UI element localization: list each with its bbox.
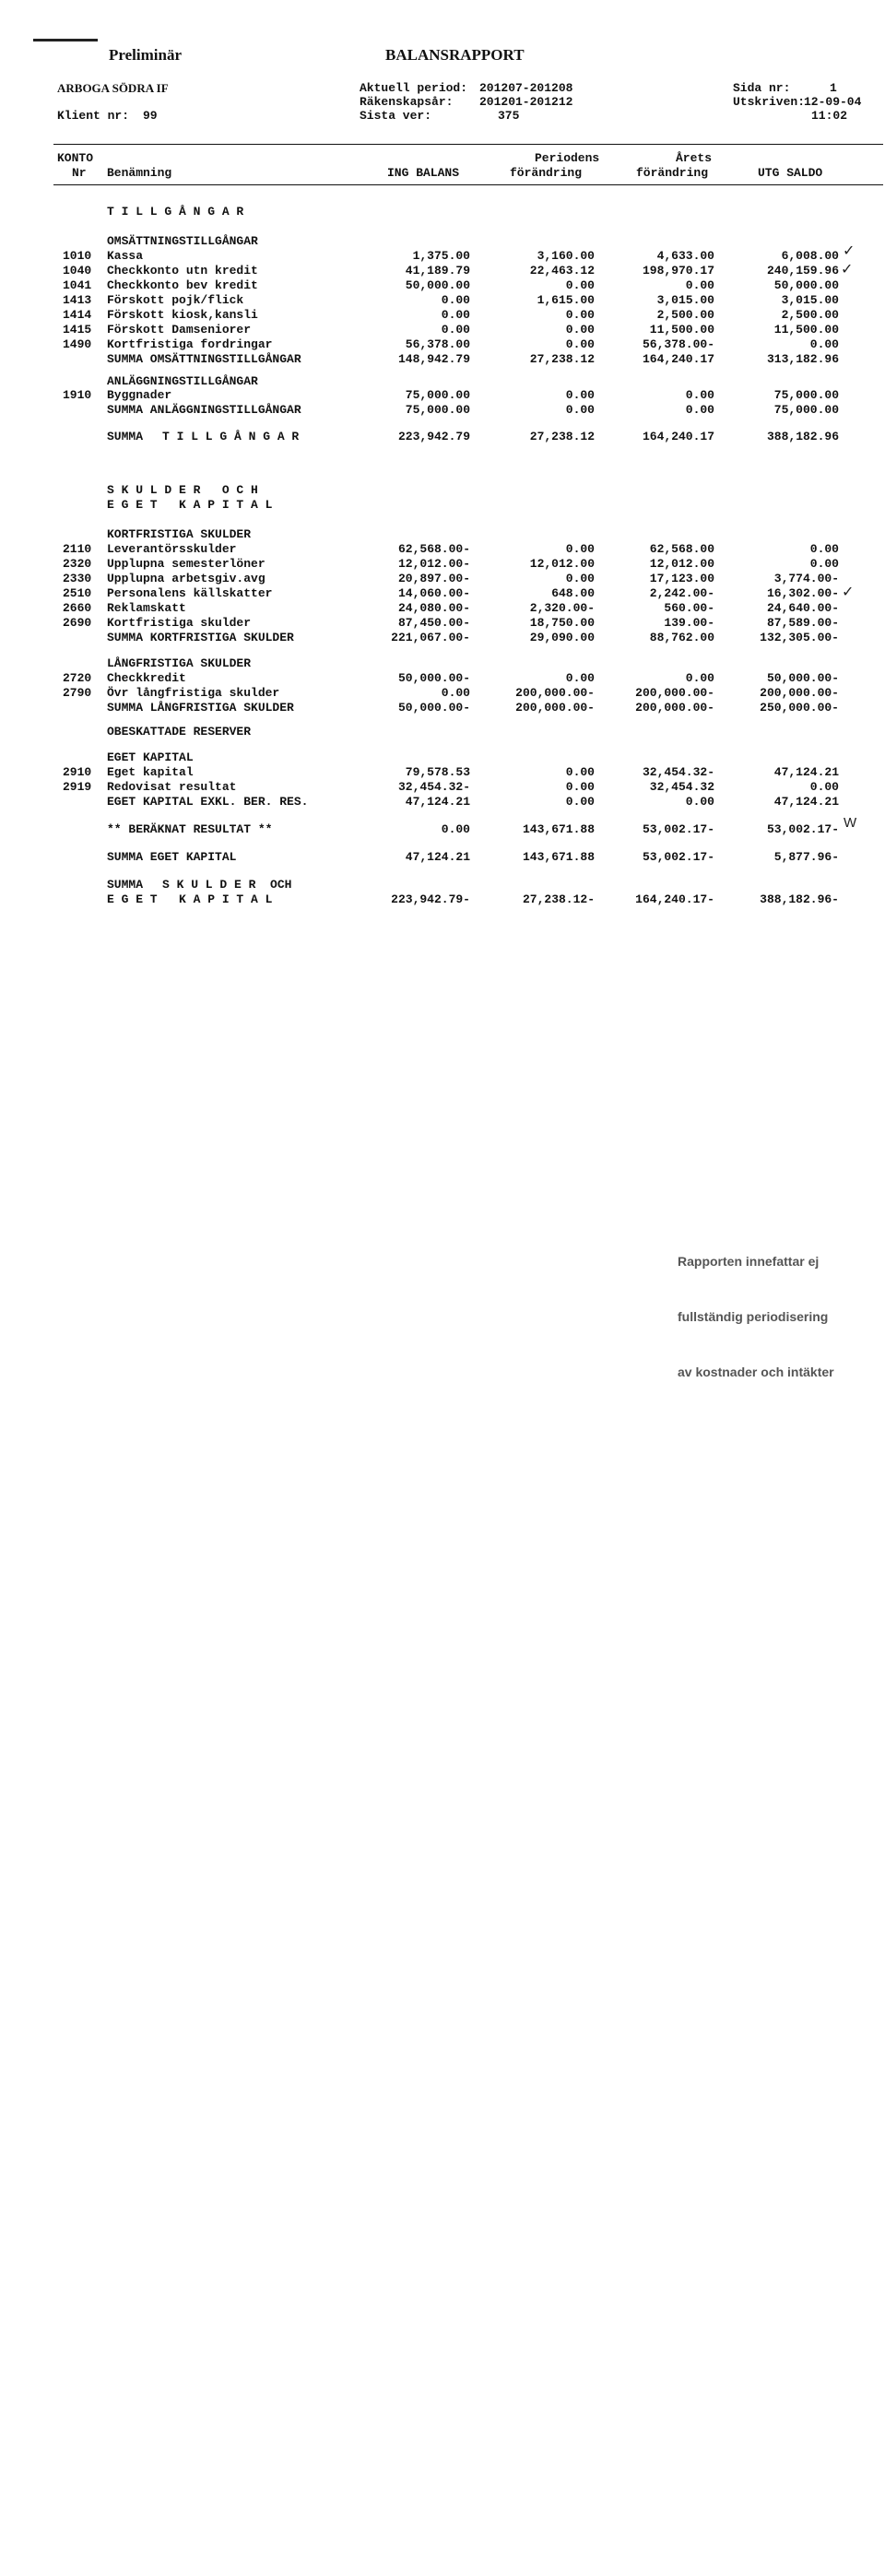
utg-saldo: 3,774.00-	[773, 572, 839, 585]
section-skulder-2: E G E T K A P I T A L	[107, 498, 273, 512]
utg-saldo: 47,124.21	[773, 765, 839, 779]
utg-saldo: 50,000.00-	[766, 671, 839, 685]
printed-date: 12-09-04	[804, 95, 862, 109]
handwritten-note	[678, 1215, 862, 1418]
ing-balans: 32,454.32-	[397, 780, 470, 794]
period-change: 0.00	[565, 780, 595, 794]
period-change: 0.00	[565, 542, 595, 556]
sum-period-change: 0.00	[565, 403, 595, 417]
account-nr: 1415	[63, 323, 92, 337]
utg-saldo: 3,015.00	[781, 293, 839, 307]
year-change: 3,015.00	[656, 293, 714, 307]
account-nr: 2320	[63, 557, 92, 571]
account-name: Upplupna semesterlöner	[107, 557, 266, 571]
account-name: Personalens källskatter	[107, 586, 273, 600]
utg-saldo: 16,302.00-	[766, 586, 839, 600]
pointer-mark	[33, 39, 98, 41]
col-benamning: Benämning	[107, 166, 172, 180]
fiscal-year-label: Räkenskapsår:	[360, 95, 454, 109]
handwritten-w-mark: W	[844, 815, 857, 831]
ing-balans: 0.00	[441, 686, 470, 700]
header-rule-top	[53, 144, 883, 145]
account-nr: 2919	[63, 780, 92, 794]
printed-label: Utskriven:	[733, 95, 806, 109]
total-label: SUMMA	[107, 430, 144, 443]
account-name: Förskott kiosk,kansli	[107, 308, 258, 322]
sum-utg-saldo: 47,124.21	[773, 795, 839, 809]
utg-saldo: 24,640.00-	[766, 601, 839, 615]
sum-period-change: 27,238.12	[529, 352, 595, 366]
group-kortfristiga: KORTFRISTIGA SKULDER	[107, 527, 252, 541]
account-nr: 1490	[63, 337, 92, 351]
period-change: 648.00	[551, 586, 595, 600]
total-utg-saldo: 388,182.96	[766, 430, 839, 443]
fiscal-year-value: 201201-201212	[479, 95, 573, 109]
period-change: 0.00	[565, 572, 595, 585]
sum-label: SUMMA KORTFRISTIGA SKULDER	[107, 631, 294, 644]
ing-balans: 24,080.00-	[397, 601, 470, 615]
period-label: Aktuell period:	[360, 81, 468, 95]
handwritten-note-line: fullständig periodisering	[678, 1309, 829, 1324]
year-change: 139.00-	[664, 616, 714, 630]
year-change: 200,000.00-	[635, 686, 714, 700]
period-change: 0.00	[565, 278, 595, 292]
year-change: 2,500.00	[656, 308, 714, 322]
sum-ing-balans: 75,000.00	[405, 403, 470, 417]
client-label: Klient nr:	[57, 109, 130, 123]
account-name: Eget kapital	[107, 765, 194, 779]
total-label-spaced-1: S K U L D E R OCH	[162, 878, 292, 892]
period-change: 0.00	[565, 671, 595, 685]
ing-balans: 1,375.00	[412, 249, 470, 263]
account-nr: 2330	[63, 572, 92, 585]
account-nr: 2720	[63, 671, 92, 685]
year-change: 0.00	[685, 671, 714, 685]
report-status: Preliminär	[109, 46, 182, 64]
period-change: 3,160.00	[537, 249, 595, 263]
sum-ing-balans: 47,124.21	[405, 850, 470, 864]
account-nr: 2790	[63, 686, 92, 700]
sum-period-change: 29,090.00	[529, 631, 595, 644]
utg-saldo: 200,000.00-	[760, 686, 839, 700]
period-change: 2,320.00-	[529, 601, 595, 615]
sum-utg-saldo: 132,305.00-	[760, 631, 839, 644]
year-change: 560.00-	[664, 601, 714, 615]
account-name: Förskott pojk/flick	[107, 293, 244, 307]
period-change: 22,463.12	[529, 264, 595, 278]
ing-balans: 79,578.53	[405, 765, 470, 779]
sum-year-change: 0.00	[685, 403, 714, 417]
ing-balans: 14,060.00-	[397, 586, 470, 600]
col-utg-saldo: UTG SALDO	[758, 166, 823, 180]
total-year-change: 164,240.17-	[635, 892, 714, 906]
account-nr: 1040	[63, 264, 92, 278]
account-name: Reklamskatt	[107, 601, 186, 615]
sum-utg-saldo: 75,000.00	[773, 403, 839, 417]
section-skulder-1: S K U L D E R O C H	[107, 483, 258, 497]
sum-period-change: 143,671.88	[522, 850, 595, 864]
beraknat-period-change: 143,671.88	[522, 822, 595, 836]
ing-balans: 50,000.00-	[397, 671, 470, 685]
ing-balans: 41,189.79	[405, 264, 470, 278]
year-change: 2,242.00-	[649, 586, 714, 600]
account-name: Checkkredit	[107, 671, 186, 685]
utg-saldo: 0.00	[809, 557, 839, 571]
group-eget-kapital: EGET KAPITAL	[107, 750, 194, 764]
account-nr: 1910	[63, 388, 92, 402]
sum-utg-saldo: 250,000.00-	[760, 701, 839, 715]
account-nr: 1414	[63, 308, 92, 322]
handwritten-note-line: av kostnader och intäkter	[678, 1365, 834, 1379]
sum-label: SUMMA EGET KAPITAL	[107, 850, 237, 864]
account-nr: 1041	[63, 278, 92, 292]
account-name: Övr långfristiga skulder	[107, 686, 280, 700]
year-change: 62,568.00	[649, 542, 714, 556]
ing-balans: 0.00	[441, 308, 470, 322]
sum-label: SUMMA OMSÄTTNINGSTILLGÅNGAR	[107, 352, 301, 366]
checkmark-icon: ✓	[843, 243, 856, 259]
sum-year-change: 53,002.17-	[642, 850, 714, 864]
account-nr: 1413	[63, 293, 92, 307]
account-name: Kortfristiga skulder	[107, 616, 252, 630]
ing-balans: 50,000.00	[405, 278, 470, 292]
period-change: 0.00	[565, 765, 595, 779]
utg-saldo: 2,500.00	[781, 308, 839, 322]
total-label-spaced: T I L L G Å N G A R	[162, 430, 300, 443]
period-change: 0.00	[565, 323, 595, 337]
group-omsattning: OMSÄTTNINGSTILLGÅNGAR	[107, 234, 258, 248]
checkmark-icon: ✓	[841, 262, 854, 278]
col-arets-1: Årets	[676, 151, 713, 165]
company-name: ARBOGA SÖDRA IF	[57, 81, 169, 95]
sum-year-change: 0.00	[685, 795, 714, 809]
last-voucher-label: Sista ver:	[360, 109, 432, 123]
account-name: Förskott Damseniorer	[107, 323, 252, 337]
section-tillgangar: T I L L G Å N G A R	[107, 205, 244, 219]
account-name: Kassa	[107, 249, 144, 263]
beraknat-year-change: 53,002.17-	[642, 822, 714, 836]
utg-saldo: 0.00	[809, 542, 839, 556]
col-periodens-1: Periodens	[535, 151, 600, 165]
account-name: Leverantörsskulder	[107, 542, 237, 556]
ing-balans: 56,378.00	[405, 337, 470, 351]
total-label: SUMMA	[107, 878, 144, 892]
sum-year-change: 164,240.17	[642, 352, 714, 366]
col-arets-2: förändring	[636, 166, 709, 180]
ing-balans: 87,450.00-	[397, 616, 470, 630]
report-title: BALANSRAPPORT	[385, 46, 525, 64]
col-periodens-2: förändring	[510, 166, 583, 180]
year-change: 12,012.00	[649, 557, 714, 571]
beraknat-label: ** BERÄKNAT RESULTAT **	[107, 822, 273, 836]
utg-saldo: 50,000.00	[773, 278, 839, 292]
utg-saldo: 0.00	[809, 337, 839, 351]
period-change: 18,750.00	[529, 616, 595, 630]
year-change: 0.00	[685, 278, 714, 292]
sum-period-change: 0.00	[565, 795, 595, 809]
ing-balans: 20,897.00-	[397, 572, 470, 585]
account-name: Checkkonto bev kredit	[107, 278, 258, 292]
client-number: 99	[143, 109, 158, 123]
account-nr: 2910	[63, 765, 92, 779]
sum-period-change: 200,000.00-	[515, 701, 595, 715]
total-period-change: 27,238.12-	[522, 892, 595, 906]
beraknat-ing-balans: 0.00	[441, 822, 470, 836]
utg-saldo: 6,008.00	[781, 249, 839, 263]
ing-balans: 75,000.00	[405, 388, 470, 402]
checkmark-icon: ✓	[842, 585, 855, 600]
col-nr: Nr	[72, 166, 87, 180]
period-change: 12,012.00	[529, 557, 595, 571]
sum-ing-balans: 50,000.00-	[397, 701, 470, 715]
account-nr: 2660	[63, 601, 92, 615]
account-name: Upplupna arbetsgiv.avg	[107, 572, 266, 585]
year-change: 56,378.00-	[642, 337, 714, 351]
group-anlaggning: ANLÄGGNINGSTILLGÅNGAR	[107, 374, 258, 388]
handwritten-note-line: Rapporten innefattar ej	[678, 1254, 820, 1269]
ing-balans: 0.00	[441, 323, 470, 337]
year-change: 4,633.00	[656, 249, 714, 263]
account-nr: 2110	[63, 542, 92, 556]
sum-year-change: 200,000.00-	[635, 701, 714, 715]
year-change: 17,123.00	[649, 572, 714, 585]
utg-saldo: 240,159.96	[766, 264, 839, 278]
sum-ing-balans: 47,124.21	[405, 795, 470, 809]
header-rule-bottom	[53, 184, 883, 185]
sum-label: EGET KAPITAL EXKL. BER. RES.	[107, 795, 309, 809]
period-change: 200,000.00-	[515, 686, 595, 700]
group-obeskattade: OBESKATTADE RESERVER	[107, 725, 252, 739]
sum-ing-balans: 148,942.79	[397, 352, 470, 366]
last-voucher-value: 375	[498, 109, 520, 123]
period-change: 1,615.00	[537, 293, 595, 307]
total-utg-saldo: 388,182.96-	[760, 892, 839, 906]
account-name: Checkkonto utn kredit	[107, 264, 258, 278]
total-period-change: 27,238.12	[529, 430, 595, 443]
period-value: 201207-201208	[479, 81, 573, 95]
sum-year-change: 88,762.00	[649, 631, 714, 644]
printed-time: 11:02	[811, 109, 848, 123]
sum-ing-balans: 221,067.00-	[391, 631, 470, 644]
utg-saldo: 75,000.00	[773, 388, 839, 402]
total-ing-balans: 223,942.79-	[391, 892, 470, 906]
sum-utg-saldo: 5,877.96-	[773, 850, 839, 864]
utg-saldo: 0.00	[809, 780, 839, 794]
ing-balans: 12,012.00-	[397, 557, 470, 571]
year-change: 0.00	[685, 388, 714, 402]
account-nr: 2510	[63, 586, 92, 600]
account-nr: 2690	[63, 616, 92, 630]
year-change: 198,970.17	[642, 264, 714, 278]
sum-utg-saldo: 313,182.96	[766, 352, 839, 366]
period-change: 0.00	[565, 337, 595, 351]
beraknat-utg-saldo: 53,002.17-	[766, 822, 839, 836]
sum-label: SUMMA LÅNGFRISTIGA SKULDER	[107, 701, 294, 715]
total-label-spaced-2: E G E T K A P I T A L	[107, 892, 273, 906]
ing-balans: 0.00	[441, 293, 470, 307]
period-change: 0.00	[565, 308, 595, 322]
account-name: Redovisat resultat	[107, 780, 237, 794]
col-ing-balans: ING BALANS	[387, 166, 460, 180]
year-change: 32,454.32	[649, 780, 714, 794]
year-change: 32,454.32-	[642, 765, 714, 779]
period-change: 0.00	[565, 388, 595, 402]
total-ing-balans: 223,942.79	[397, 430, 470, 443]
page-label: Sida nr:	[733, 81, 791, 95]
total-year-change: 164,240.17	[642, 430, 714, 443]
group-langfristiga: LÅNGFRISTIGA SKULDER	[107, 656, 252, 670]
utg-saldo: 11,500.00	[773, 323, 839, 337]
page-number: 1	[830, 81, 837, 95]
account-name: Byggnader	[107, 388, 172, 402]
sum-label: SUMMA ANLÄGGNINGSTILLGÅNGAR	[107, 403, 301, 417]
utg-saldo: 87,589.00-	[766, 616, 839, 630]
account-nr: 1010	[63, 249, 92, 263]
ing-balans: 62,568.00-	[397, 542, 470, 556]
account-name: Kortfristiga fordringar	[107, 337, 273, 351]
year-change: 11,500.00	[649, 323, 714, 337]
col-konto: KONTO	[57, 151, 94, 165]
